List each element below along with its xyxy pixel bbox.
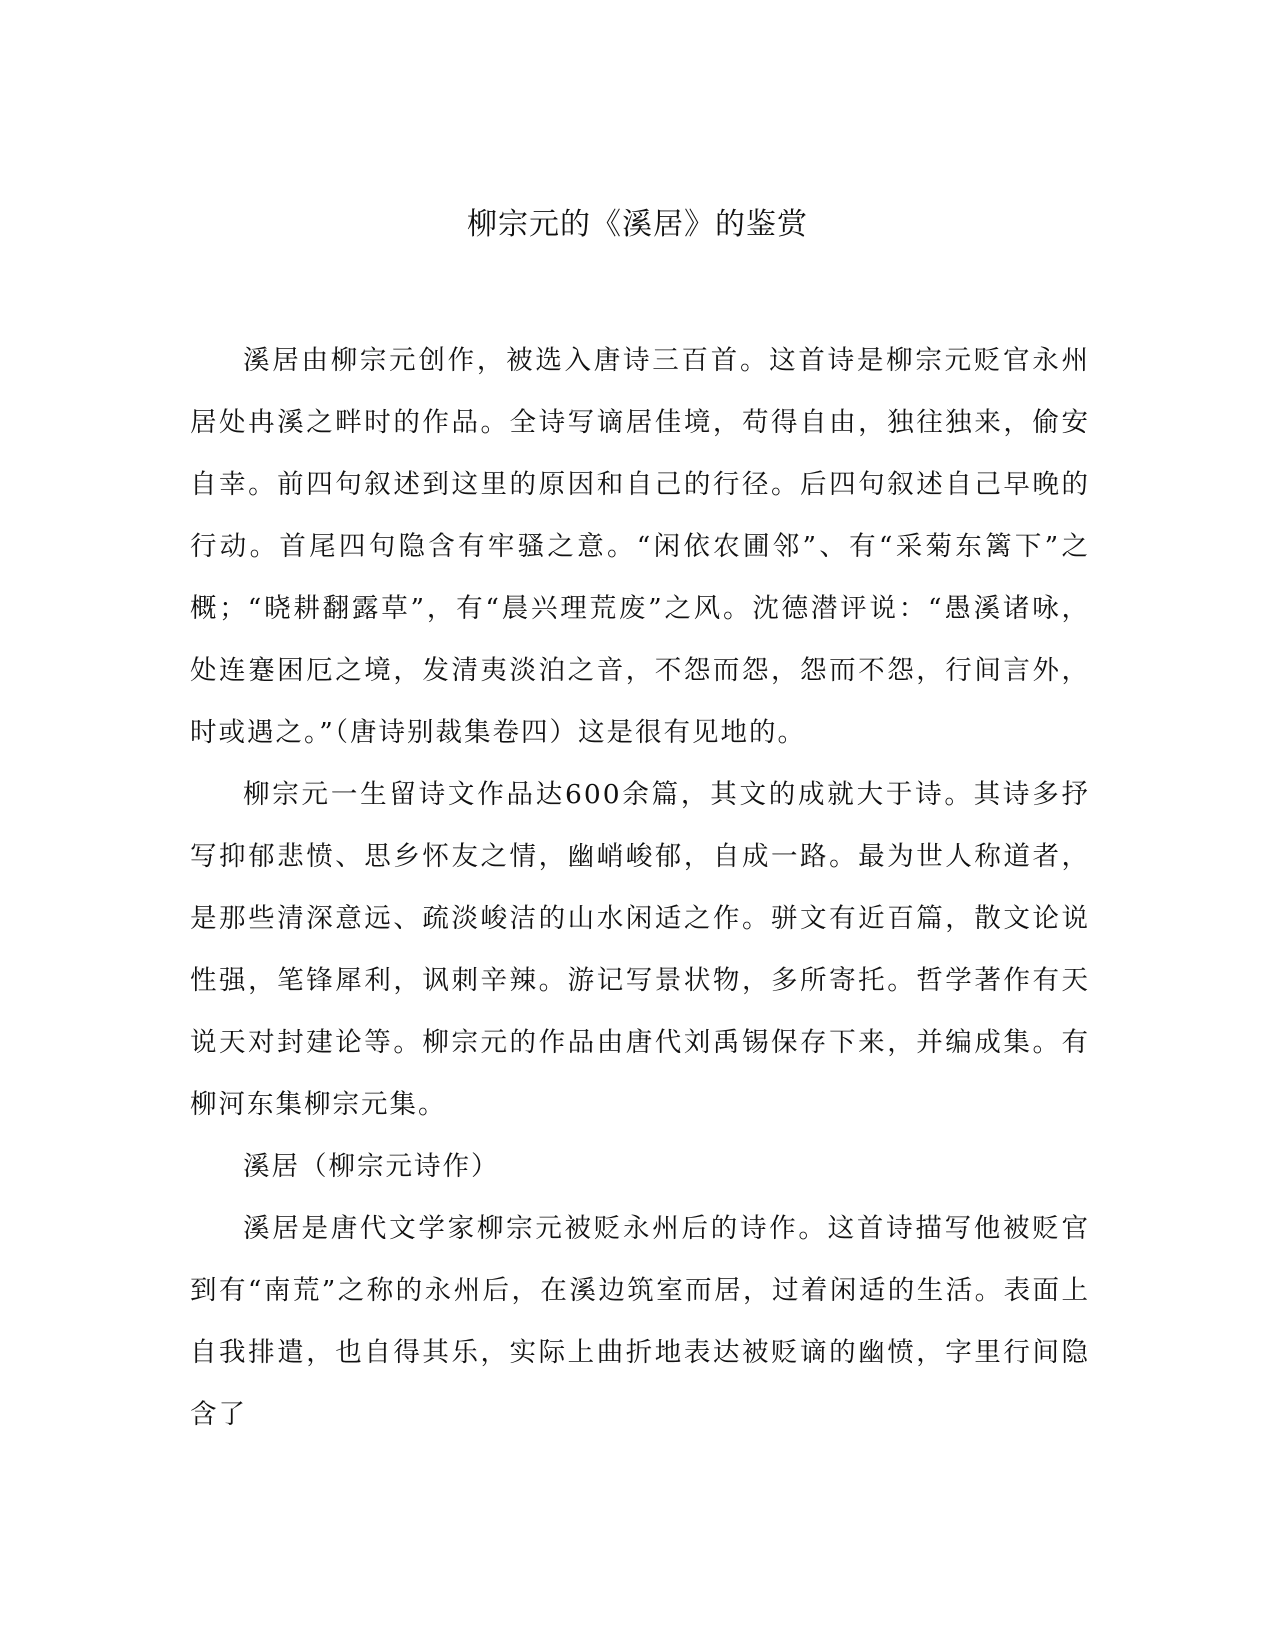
section-heading: 溪居（柳宗元诗作） [243,1151,500,1182]
document-body [190,330,1090,1446]
paragraph: 溪居由柳宗元创作，被选入唐诗三百首。这首诗是柳宗元贬官永州居处冉溪之畔时的作品。全诗写谪居佳境，苟得自由，独往独来，偷安自幸。前四句叙述到这里的原因和自己的行径。后四句叙述自己早晚的行动。首尾四句隐含有牢骚之意。“闲依农圃邻”、有“采菊东篱下”之概；“晓耕翻露草”，有“晨兴理荒废”之风。沈德潜评说：“愚溪诸咏，处连蹇困厄之境，发清夷淡泊之音，不怨而怨，怨而不怨，行间言外，时或遇之。”（唐诗别裁集卷四）这是很有见地的。 [190,345,1090,748]
paragraph: 柳宗元一生留诗文作品达600余篇，其文的成就大于诗。其诗多抒写抑郁悲愤、思乡怀友之情，幽峭峻郁，自成一路。最为世人称道者，是那些清深意远、疏淡峻洁的山水闲适之作。骈文有近百篇，散文论说性强，笔锋犀利，讽刺辛辣。游记写景状物，多所寄托。哲学著作有天说天对封建论等。柳宗元的作品由唐代刘禹锡保存下来，并编成集。有柳河东集柳宗元集。 [190,779,1090,1120]
document-title: 柳宗元的《溪居》的鉴赏 [467,207,808,242]
paragraph: 溪居是唐代文学家柳宗元被贬永州后的诗作。这首诗描写他被贬官到有“南荒”之称的永州后，在溪边筑室而居，过着闲适的生活。表面上自我排遣，也自得其乐，实际上曲折地表达被贬谪的幽愤，字里行间隐含了 [190,1213,1090,1430]
